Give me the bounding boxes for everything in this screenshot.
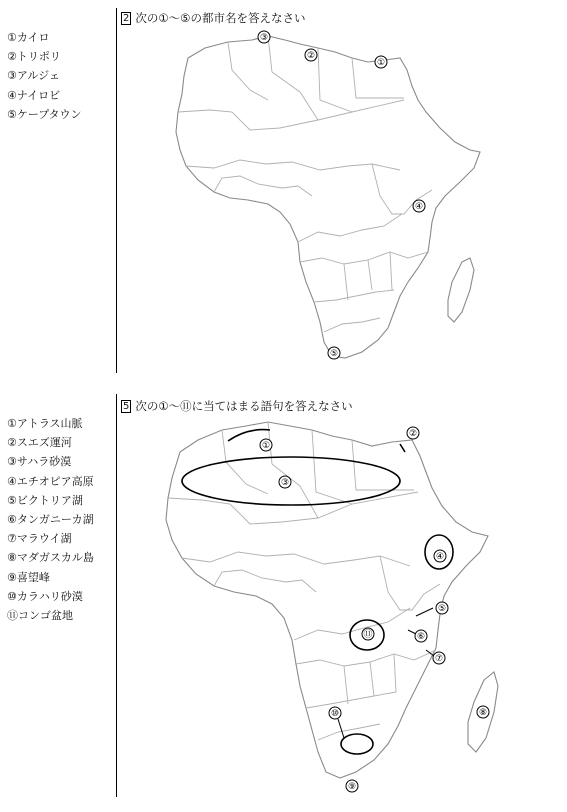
map-label-8	[477, 706, 489, 718]
svg-text:②: ②	[306, 51, 316, 62]
map-label-2	[407, 427, 419, 439]
answer-item: ②スエズ運河	[7, 436, 72, 450]
svg-text:③: ③	[280, 478, 290, 489]
answer-item: ⑨喜望峰	[7, 570, 50, 584]
answer-item: ③アルジェ	[7, 69, 60, 83]
answer-item: ②トリポリ	[7, 50, 61, 64]
question-number-badge: 2	[123, 13, 130, 24]
svg-text:⑤: ⑤	[437, 604, 447, 615]
svg-text:⑨: ⑨	[347, 782, 357, 793]
map-label-1	[260, 439, 272, 451]
map-label-6	[415, 630, 427, 642]
answer-item: ①カイロ	[7, 31, 50, 44]
answer-item: ①アトラス山脈	[7, 417, 83, 430]
question-number-badge: 5	[123, 401, 130, 412]
svg-text:④: ④	[414, 202, 424, 213]
svg-text:①: ①	[261, 441, 271, 452]
map-label-3	[279, 476, 291, 488]
svg-text:⑪: ⑪	[363, 630, 373, 641]
answer-item: ⑩カラハリ砂漠	[7, 589, 83, 603]
map-label-5	[436, 602, 448, 614]
africa-outline	[166, 422, 498, 778]
svg-text:⑩: ⑩	[330, 709, 340, 720]
map-label-11	[362, 628, 374, 640]
svg-text:①: ①	[376, 58, 386, 69]
answer-item: ⑤ビクトリア湖	[7, 493, 83, 507]
question-text: 次の①～⑤の都市名を答えなさい	[135, 11, 306, 25]
svg-text:⑦: ⑦	[434, 654, 444, 665]
svg-text:②: ②	[408, 429, 418, 440]
svg-text:⑥: ⑥	[416, 632, 426, 643]
svg-text:⑧: ⑧	[478, 708, 488, 719]
answer-item: ⑤ケープタウン	[7, 107, 82, 121]
answer-item: ⑪コンゴ盆地	[7, 609, 73, 623]
map-label-9	[346, 780, 358, 792]
svg-text:③: ③	[259, 33, 269, 44]
answer-item: ④エチオピア高原	[7, 474, 94, 488]
map-label-4	[434, 550, 446, 562]
map-label-10	[329, 707, 341, 719]
answer-item: ⑧マダガスカル島	[7, 551, 94, 565]
answer-item: ⑦マラウイ湖	[7, 532, 72, 546]
svg-text:⑤: ⑤	[329, 349, 339, 360]
answer-item: ⑥タンガニーカ湖	[7, 513, 94, 527]
map-label-7	[433, 652, 445, 664]
answer-item: ④ナイロビ	[7, 88, 61, 102]
answer-item: ③サハラ砂漠	[7, 455, 72, 469]
svg-text:④: ④	[435, 552, 445, 563]
question-text: 次の①～⑪に当てはまる語句を答えなさい	[135, 399, 353, 413]
